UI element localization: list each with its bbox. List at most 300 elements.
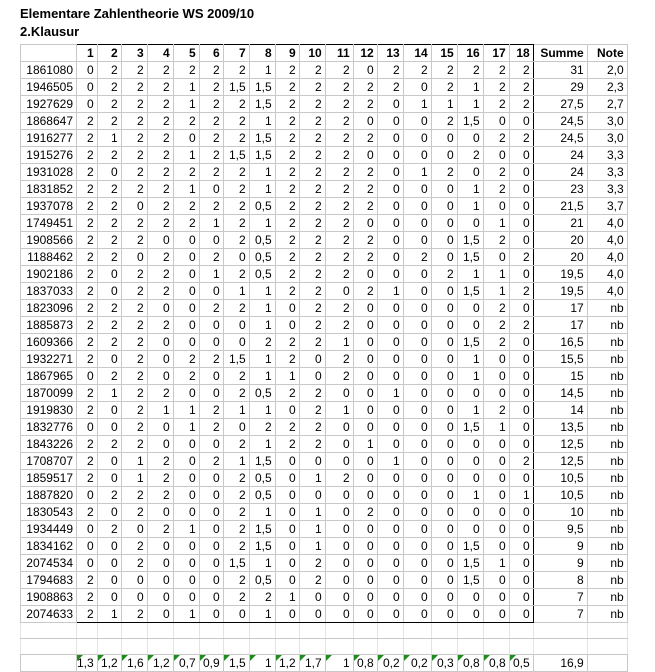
score-cell-task-17[interactable]: 1 (483, 266, 509, 283)
score-cell-task-9[interactable]: 0 (275, 487, 299, 504)
score-cell-task-16[interactable]: 1 (457, 351, 483, 368)
sum-cell[interactable]: 24 (533, 147, 587, 164)
score-cell-task-14[interactable]: 0 (403, 317, 431, 334)
score-cell-task-15[interactable]: 2 (431, 266, 457, 283)
score-cell-task-18[interactable]: 0 (509, 181, 533, 198)
score-cell-task-15[interactable]: 0 (431, 283, 457, 300)
score-cell-task-15[interactable]: 0 (431, 436, 457, 453)
column-header-task-5[interactable]: 5 (173, 45, 199, 62)
score-cell-task-9[interactable]: 0 (275, 402, 299, 419)
score-cell-task-10[interactable]: 2 (299, 572, 325, 589)
score-cell-task-4[interactable]: 2 (147, 181, 173, 198)
score-cell-task-16[interactable]: 0 (457, 606, 483, 623)
score-cell-task-10[interactable]: 2 (299, 300, 325, 317)
score-cell-task-7[interactable]: 2 (223, 181, 249, 198)
empty-cell[interactable] (403, 623, 431, 639)
score-cell-task-18[interactable]: 0 (509, 215, 533, 232)
score-cell-task-5[interactable]: 0 (173, 504, 199, 521)
score-cell-task-2[interactable]: 2 (97, 317, 121, 334)
score-cell-task-12[interactable]: 0 (353, 266, 377, 283)
score-cell-task-3[interactable]: 2 (121, 300, 147, 317)
score-cell-task-3[interactable]: 2 (121, 436, 147, 453)
score-cell-task-5[interactable]: 1 (173, 419, 199, 436)
score-cell-task-13[interactable]: 0 (377, 351, 403, 368)
column-header-task-14[interactable]: 14 (403, 45, 431, 62)
score-cell-task-12[interactable]: 2 (353, 79, 377, 96)
score-cell-task-1[interactable]: 0 (77, 538, 98, 555)
sum-cell[interactable]: 9 (533, 555, 587, 572)
score-cell-task-17[interactable]: 0 (483, 198, 509, 215)
score-cell-task-6[interactable]: 1 (199, 266, 223, 283)
score-cell-task-1[interactable]: 2 (77, 283, 98, 300)
score-cell-task-8[interactable]: 1,5 (249, 538, 275, 555)
score-cell-task-14[interactable]: 0 (403, 385, 431, 402)
score-cell-task-16[interactable]: 2 (457, 62, 483, 79)
score-cell-task-16[interactable]: 0 (457, 589, 483, 606)
student-id-cell[interactable]: 1823096 (21, 300, 77, 317)
score-cell-task-2[interactable]: 1 (97, 385, 121, 402)
score-cell-task-18[interactable]: 2 (509, 283, 533, 300)
score-cell-task-8[interactable]: 1 (249, 215, 275, 232)
sum-cell[interactable]: 24,5 (533, 130, 587, 147)
score-cell-task-18[interactable]: 2 (509, 317, 533, 334)
score-cell-task-17[interactable]: 0 (483, 606, 509, 623)
score-cell-task-18[interactable]: 2 (509, 453, 533, 470)
sum-cell[interactable]: 16,5 (533, 334, 587, 351)
column-header-task-18[interactable]: 18 (509, 45, 533, 62)
sum-cell[interactable]: 21,5 (533, 198, 587, 215)
score-cell-task-6[interactable]: 0 (199, 368, 223, 385)
score-cell-task-3[interactable]: 2 (121, 402, 147, 419)
score-cell-task-8[interactable]: 0,5 (249, 198, 275, 215)
score-cell-task-17[interactable]: 0 (483, 487, 509, 504)
score-cell-task-14[interactable]: 0 (403, 351, 431, 368)
score-cell-task-5[interactable]: 0 (173, 266, 199, 283)
score-cell-task-3[interactable]: 2 (121, 385, 147, 402)
score-cell-task-18[interactable]: 0 (509, 521, 533, 538)
score-cell-task-2[interactable]: 2 (97, 147, 121, 164)
score-cell-task-8[interactable]: 2 (249, 334, 275, 351)
score-cell-task-16[interactable]: 0 (457, 453, 483, 470)
score-cell-task-2[interactable]: 0 (97, 538, 121, 555)
score-cell-task-14[interactable]: 0 (403, 487, 431, 504)
score-cell-task-12[interactable]: 2 (353, 283, 377, 300)
score-cell-task-6[interactable]: 0 (199, 487, 223, 504)
score-cell-task-13[interactable]: 0 (377, 589, 403, 606)
empty-cell[interactable] (403, 639, 431, 655)
score-cell-task-14[interactable]: 0 (403, 147, 431, 164)
score-cell-task-12[interactable]: 2 (353, 504, 377, 521)
empty-cell[interactable] (199, 639, 223, 655)
score-cell-task-18[interactable]: 2 (509, 62, 533, 79)
score-cell-task-14[interactable]: 0 (403, 538, 431, 555)
score-cell-task-13[interactable]: 0 (377, 96, 403, 113)
score-cell-task-5[interactable]: 2 (173, 62, 199, 79)
score-cell-task-10[interactable]: 1 (299, 504, 325, 521)
score-cell-task-10[interactable]: 1 (299, 470, 325, 487)
score-cell-task-15[interactable]: 0 (431, 351, 457, 368)
score-cell-task-6[interactable]: 0 (199, 538, 223, 555)
grade-cell[interactable]: nb (587, 385, 627, 402)
score-cell-task-15[interactable]: 0 (431, 606, 457, 623)
score-cell-task-2[interactable]: 0 (97, 504, 121, 521)
grade-cell[interactable]: nb (587, 521, 627, 538)
sum-cell[interactable]: 7 (533, 606, 587, 623)
score-cell-task-5[interactable]: 0 (173, 334, 199, 351)
score-cell-task-13[interactable]: 0 (377, 232, 403, 249)
score-cell-task-12[interactable]: 2 (353, 232, 377, 249)
score-cell-task-6[interactable]: 0 (199, 317, 223, 334)
score-cell-task-17[interactable]: 0 (483, 589, 509, 606)
score-cell-task-12[interactable]: 0 (353, 215, 377, 232)
score-cell-task-2[interactable]: 2 (97, 487, 121, 504)
score-cell-task-7[interactable]: 2 (223, 164, 249, 181)
score-cell-task-16[interactable]: 1,5 (457, 555, 483, 572)
score-cell-task-1[interactable]: 2 (77, 147, 98, 164)
column-header-task-1[interactable]: 1 (77, 45, 98, 62)
score-cell-task-11[interactable]: 2 (325, 300, 353, 317)
score-cell-task-15[interactable]: 0 (431, 589, 457, 606)
score-cell-task-17[interactable]: 2 (483, 96, 509, 113)
score-cell-task-18[interactable]: 0 (509, 198, 533, 215)
empty-cell[interactable] (121, 623, 147, 639)
score-cell-task-16[interactable]: 1,5 (457, 283, 483, 300)
score-cell-task-17[interactable]: 0 (483, 147, 509, 164)
score-cell-task-17[interactable]: 0 (483, 538, 509, 555)
column-header-task-7[interactable]: 7 (223, 45, 249, 62)
empty-cell[interactable] (533, 639, 587, 655)
score-cell-task-7[interactable]: 2 (223, 470, 249, 487)
score-cell-task-10[interactable]: 2 (299, 334, 325, 351)
score-cell-task-18[interactable]: 2 (509, 79, 533, 96)
score-cell-task-4[interactable]: 2 (147, 113, 173, 130)
score-cell-task-7[interactable]: 0 (223, 334, 249, 351)
score-cell-task-12[interactable]: 0 (353, 572, 377, 589)
grade-cell[interactable]: 4,0 (587, 266, 627, 283)
average-cell-task-14[interactable]: 0,2 (403, 655, 431, 672)
score-cell-task-14[interactable]: 0 (403, 232, 431, 249)
average-cell-task-13[interactable]: 0,2 (377, 655, 403, 672)
score-cell-task-9[interactable]: 0 (275, 470, 299, 487)
score-cell-task-3[interactable]: 2 (121, 164, 147, 181)
score-cell-task-7[interactable]: 2 (223, 198, 249, 215)
score-cell-task-17[interactable]: 0 (483, 453, 509, 470)
score-cell-task-4[interactable]: 2 (147, 62, 173, 79)
score-cell-task-11[interactable]: 2 (325, 198, 353, 215)
score-cell-task-18[interactable]: 2 (509, 249, 533, 266)
score-cell-task-8[interactable]: 1,5 (249, 79, 275, 96)
score-cell-task-16[interactable]: 2 (457, 147, 483, 164)
student-id-cell[interactable]: 1609366 (21, 334, 77, 351)
score-cell-task-5[interactable]: 1 (173, 402, 199, 419)
score-cell-task-8[interactable]: 0,5 (249, 266, 275, 283)
sum-cell[interactable]: 10,5 (533, 470, 587, 487)
score-cell-task-13[interactable]: 0 (377, 317, 403, 334)
score-cell-task-7[interactable]: 2 (223, 572, 249, 589)
sum-cell[interactable]: 17 (533, 300, 587, 317)
score-cell-task-16[interactable]: 0 (457, 164, 483, 181)
empty-cell[interactable] (377, 639, 403, 655)
empty-cell[interactable] (21, 639, 77, 655)
empty-cell[interactable] (199, 623, 223, 639)
score-cell-task-17[interactable]: 2 (483, 79, 509, 96)
score-cell-task-12[interactable]: 0 (353, 470, 377, 487)
score-cell-task-7[interactable]: 2 (223, 232, 249, 249)
empty-cell[interactable] (77, 639, 98, 655)
score-cell-task-1[interactable]: 2 (77, 334, 98, 351)
score-cell-task-3[interactable]: 0 (121, 198, 147, 215)
score-cell-task-11[interactable]: 0 (325, 436, 353, 453)
score-cell-task-13[interactable]: 0 (377, 164, 403, 181)
average-sum-cell[interactable]: 16,9 (533, 655, 587, 672)
sum-cell[interactable]: 24 (533, 164, 587, 181)
student-id-cell[interactable]: 1868647 (21, 113, 77, 130)
score-cell-task-2[interactable]: 2 (97, 96, 121, 113)
score-cell-task-9[interactable]: 0 (275, 606, 299, 623)
student-id-cell[interactable]: 1885873 (21, 317, 77, 334)
score-cell-task-6[interactable]: 2 (199, 147, 223, 164)
score-cell-task-18[interactable]: 0 (509, 504, 533, 521)
grade-cell[interactable]: 3,3 (587, 147, 627, 164)
score-cell-task-14[interactable]: 0 (403, 470, 431, 487)
score-cell-task-16[interactable]: 1 (457, 79, 483, 96)
score-cell-task-7[interactable]: 2 (223, 62, 249, 79)
student-id-cell[interactable]: 1902186 (21, 266, 77, 283)
empty-cell[interactable] (299, 639, 325, 655)
score-cell-task-13[interactable]: 0 (377, 266, 403, 283)
sum-cell[interactable]: 9 (533, 538, 587, 555)
score-cell-task-2[interactable]: 2 (97, 113, 121, 130)
score-cell-task-14[interactable]: 0 (403, 283, 431, 300)
score-cell-task-4[interactable]: 2 (147, 385, 173, 402)
score-cell-task-8[interactable]: 0,5 (249, 249, 275, 266)
score-cell-task-1[interactable]: 2 (77, 181, 98, 198)
grade-cell[interactable]: nb (587, 453, 627, 470)
score-cell-task-10[interactable]: 2 (299, 181, 325, 198)
score-cell-task-10[interactable]: 0 (299, 589, 325, 606)
student-id-cell[interactable]: 1837033 (21, 283, 77, 300)
grade-cell[interactable]: 3,7 (587, 198, 627, 215)
average-note-cell[interactable] (587, 655, 627, 672)
score-cell-task-12[interactable]: 1 (353, 436, 377, 453)
score-cell-task-11[interactable]: 2 (325, 96, 353, 113)
score-cell-task-12[interactable]: 0 (353, 521, 377, 538)
score-cell-task-18[interactable]: 0 (509, 589, 533, 606)
score-cell-task-12[interactable]: 0 (353, 385, 377, 402)
average-cell-task-18[interactable]: 0,5 (509, 655, 533, 672)
score-cell-task-18[interactable]: 0 (509, 368, 533, 385)
score-cell-task-5[interactable]: 0 (173, 249, 199, 266)
score-cell-task-9[interactable]: 2 (275, 283, 299, 300)
score-cell-task-1[interactable]: 0 (77, 79, 98, 96)
score-cell-task-11[interactable]: 2 (325, 470, 353, 487)
student-id-cell[interactable]: 1870099 (21, 385, 77, 402)
student-id-cell[interactable]: 2074633 (21, 606, 77, 623)
score-cell-task-18[interactable]: 0 (509, 419, 533, 436)
score-cell-task-14[interactable]: 0 (403, 521, 431, 538)
score-cell-task-18[interactable]: 0 (509, 606, 533, 623)
score-cell-task-15[interactable]: 0 (431, 555, 457, 572)
score-cell-task-12[interactable]: 0 (353, 300, 377, 317)
score-cell-task-5[interactable]: 0 (173, 470, 199, 487)
score-cell-task-9[interactable]: 2 (275, 62, 299, 79)
grade-cell[interactable]: nb (587, 606, 627, 623)
score-cell-task-4[interactable]: 0 (147, 572, 173, 589)
score-cell-task-9[interactable]: 2 (275, 181, 299, 198)
score-cell-task-14[interactable]: 0 (403, 198, 431, 215)
score-cell-task-3[interactable]: 2 (121, 419, 147, 436)
score-cell-task-12[interactable]: 2 (353, 249, 377, 266)
grade-cell[interactable]: 4,0 (587, 283, 627, 300)
score-cell-task-1[interactable]: 2 (77, 470, 98, 487)
score-cell-task-5[interactable]: 2 (173, 368, 199, 385)
score-cell-task-16[interactable]: 0 (457, 317, 483, 334)
score-cell-task-10[interactable]: 2 (299, 266, 325, 283)
student-id-cell[interactable]: 1919830 (21, 402, 77, 419)
grade-cell[interactable]: nb (587, 402, 627, 419)
score-cell-task-17[interactable]: 2 (483, 300, 509, 317)
score-cell-task-1[interactable]: 2 (77, 606, 98, 623)
score-cell-task-6[interactable]: 2 (199, 164, 223, 181)
score-cell-task-4[interactable]: 2 (147, 487, 173, 504)
score-cell-task-4[interactable]: 2 (147, 266, 173, 283)
score-cell-task-17[interactable]: 2 (483, 164, 509, 181)
score-cell-task-17[interactable]: 0 (483, 368, 509, 385)
score-cell-task-18[interactable]: 0 (509, 113, 533, 130)
score-cell-task-14[interactable]: 0 (403, 79, 431, 96)
grade-cell[interactable]: nb (587, 555, 627, 572)
score-cell-task-6[interactable]: 0 (199, 436, 223, 453)
score-cell-task-17[interactable]: 2 (483, 181, 509, 198)
score-cell-task-2[interactable]: 2 (97, 249, 121, 266)
score-cell-task-7[interactable]: 1,5 (223, 351, 249, 368)
score-cell-task-4[interactable]: 2 (147, 96, 173, 113)
score-cell-task-10[interactable]: 2 (299, 147, 325, 164)
score-cell-task-15[interactable]: 0 (431, 385, 457, 402)
grade-cell[interactable]: 4,0 (587, 249, 627, 266)
score-cell-task-2[interactable]: 2 (97, 198, 121, 215)
score-cell-task-16[interactable]: 0 (457, 504, 483, 521)
score-cell-task-12[interactable]: 0 (353, 402, 377, 419)
score-cell-task-7[interactable]: 2 (223, 266, 249, 283)
score-cell-task-17[interactable]: 1 (483, 419, 509, 436)
score-cell-task-1[interactable]: 2 (77, 453, 98, 470)
score-cell-task-1[interactable]: 2 (77, 215, 98, 232)
score-cell-task-1[interactable]: 2 (77, 266, 98, 283)
score-cell-task-13[interactable]: 0 (377, 368, 403, 385)
score-cell-task-13[interactable]: 2 (377, 62, 403, 79)
score-cell-task-9[interactable]: 2 (275, 249, 299, 266)
score-cell-task-17[interactable]: 2 (483, 317, 509, 334)
score-cell-task-5[interactable]: 2 (173, 164, 199, 181)
score-cell-task-3[interactable]: 2 (121, 538, 147, 555)
score-cell-task-9[interactable]: 2 (275, 215, 299, 232)
student-id-cell[interactable]: 1830543 (21, 504, 77, 521)
score-cell-task-13[interactable]: 1 (377, 385, 403, 402)
score-cell-task-1[interactable]: 2 (77, 572, 98, 589)
score-cell-task-12[interactable]: 0 (353, 351, 377, 368)
score-cell-task-15[interactable]: 0 (431, 130, 457, 147)
score-cell-task-2[interactable]: 2 (97, 232, 121, 249)
score-cell-task-9[interactable]: 2 (275, 164, 299, 181)
score-cell-task-7[interactable]: 1,5 (223, 555, 249, 572)
score-cell-task-8[interactable]: 1 (249, 164, 275, 181)
score-cell-task-7[interactable]: 2 (223, 436, 249, 453)
score-cell-task-3[interactable]: 2 (121, 555, 147, 572)
grade-cell[interactable]: nb (587, 436, 627, 453)
empty-cell[interactable] (147, 623, 173, 639)
score-cell-task-8[interactable]: 1 (249, 555, 275, 572)
sum-cell[interactable]: 14,5 (533, 385, 587, 402)
sum-cell[interactable]: 15,5 (533, 351, 587, 368)
score-cell-task-4[interactable]: 2 (147, 198, 173, 215)
score-cell-task-4[interactable]: 0 (147, 334, 173, 351)
score-cell-task-11[interactable]: 0 (325, 589, 353, 606)
score-cell-task-11[interactable]: 2 (325, 113, 353, 130)
score-cell-task-6[interactable]: 2 (199, 113, 223, 130)
score-cell-task-8[interactable]: 0,5 (249, 470, 275, 487)
empty-cell[interactable] (353, 639, 377, 655)
score-cell-task-10[interactable]: 2 (299, 419, 325, 436)
score-cell-task-12[interactable]: 0 (353, 368, 377, 385)
average-cell-task-7[interactable]: 1,5 (223, 655, 249, 672)
score-cell-task-9[interactable]: 2 (275, 385, 299, 402)
score-cell-task-9[interactable]: 2 (275, 351, 299, 368)
score-cell-task-18[interactable]: 0 (509, 538, 533, 555)
score-cell-task-15[interactable]: 0 (431, 368, 457, 385)
score-cell-task-18[interactable]: 0 (509, 470, 533, 487)
student-id-cell[interactable]: 1708707 (21, 453, 77, 470)
student-id-cell[interactable]: 1937078 (21, 198, 77, 215)
grade-cell[interactable]: 4,0 (587, 232, 627, 249)
score-cell-task-2[interactable]: 2 (97, 334, 121, 351)
score-cell-task-14[interactable]: 0 (403, 402, 431, 419)
score-cell-task-9[interactable]: 0 (275, 317, 299, 334)
score-cell-task-1[interactable]: 2 (77, 402, 98, 419)
column-header-task-3[interactable]: 3 (121, 45, 147, 62)
score-cell-task-10[interactable]: 2 (299, 249, 325, 266)
column-header-task-6[interactable]: 6 (199, 45, 223, 62)
empty-cell[interactable] (353, 623, 377, 639)
student-id-cell[interactable]: 1916277 (21, 130, 77, 147)
score-cell-task-13[interactable]: 0 (377, 198, 403, 215)
score-cell-task-5[interactable]: 2 (173, 113, 199, 130)
average-cell-task-6[interactable]: 0,9 (199, 655, 223, 672)
student-id-cell[interactable]: 1931028 (21, 164, 77, 181)
score-cell-task-3[interactable]: 2 (121, 504, 147, 521)
score-cell-task-15[interactable]: 0 (431, 470, 457, 487)
empty-cell[interactable] (533, 623, 587, 639)
score-cell-task-11[interactable]: 2 (325, 317, 353, 334)
score-cell-task-16[interactable]: 0 (457, 521, 483, 538)
score-cell-task-15[interactable]: 0 (431, 521, 457, 538)
score-cell-task-6[interactable]: 0 (199, 555, 223, 572)
score-cell-task-15[interactable]: 1 (431, 96, 457, 113)
score-cell-task-16[interactable]: 1 (457, 487, 483, 504)
sum-cell[interactable]: 19,5 (533, 266, 587, 283)
score-cell-task-4[interactable]: 0 (147, 419, 173, 436)
score-cell-task-11[interactable]: 2 (325, 181, 353, 198)
score-cell-task-3[interactable]: 2 (121, 62, 147, 79)
empty-cell[interactable] (509, 623, 533, 639)
score-cell-task-5[interactable]: 1 (173, 521, 199, 538)
score-cell-task-8[interactable]: 1,5 (249, 521, 275, 538)
score-cell-task-10[interactable]: 2 (299, 130, 325, 147)
score-cell-task-12[interactable]: 0 (353, 538, 377, 555)
score-cell-task-10[interactable]: 0 (299, 351, 325, 368)
sum-cell[interactable]: 31 (533, 62, 587, 79)
score-cell-task-9[interactable]: 2 (275, 436, 299, 453)
